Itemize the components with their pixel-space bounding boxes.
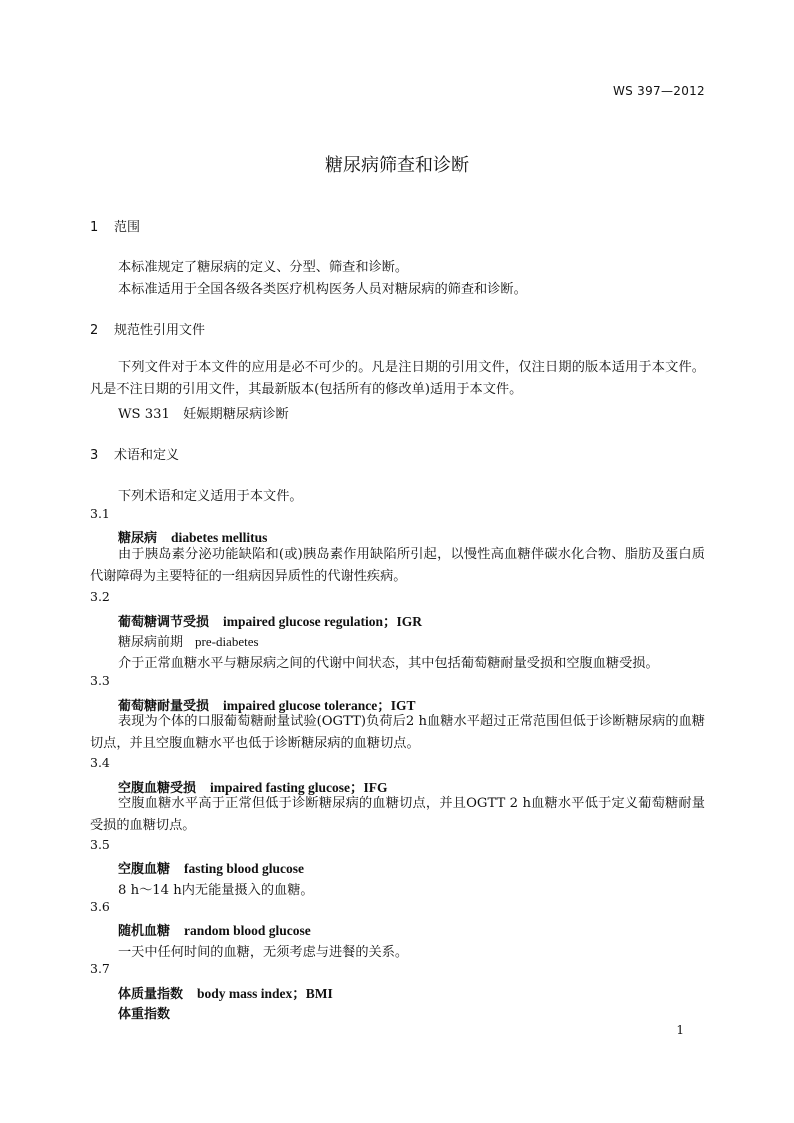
term-number: 3.2 [90,589,110,604]
term-synonym [118,1003,170,1022]
term-english: impaired glucose regulation；IGR [223,614,423,629]
term-number: 3.1 [90,506,110,521]
term-definition: 表现为个体的口服葡萄糖耐量试验(OGTT)负荷后2 h血糖水平超过正常范围但低于诊断糖尿病的血糖切点，并且空腹血糖水平也低于诊断糖尿病的血糖切点。 [90,714,705,751]
term-chinese: 空腹血糖受损 [118,781,197,796]
synonym-chinese: 体重指数 [118,1007,171,1022]
scope-paragraph: 本标准规定了糖尿病的定义、分型、筛查和诊断。 [118,260,409,275]
term-chinese: 空腹血糖 [118,862,171,877]
standard-code: WS 397—2012 [612,84,705,98]
section-heading-normative-references [90,319,205,338]
term-english: impaired fasting glucose；IFG [210,780,388,795]
page-number: 1 [676,1023,684,1037]
term-number: 3.5 [90,837,110,852]
section-heading-terms [90,444,179,463]
term-english: diabetes mellitus [171,530,268,545]
section-number: 1 [90,220,99,235]
section-title: 规范性引用文件 [114,323,206,338]
section-title: 范围 [114,220,141,235]
section-number: 3 [90,448,99,463]
term-definition: 空腹血糖水平高于正常但低于诊断糖尿病的血糖切点，并且OGTT 2 h血糖水平低于定义葡萄糖耐量受损的血糖切点。 [90,796,705,833]
term-definition: 一天中任何时间的血糖，无须考虑与进餐的关系。 [118,945,409,960]
term-english: random blood glucose [184,923,311,938]
section-title: 术语和定义 [114,448,180,463]
synonym-chinese: 糖尿病前期 [118,635,184,650]
section-number: 2 [90,323,99,338]
term-heading [118,982,333,1002]
synonym-english: pre-diabetes [195,634,259,649]
term-chinese: 葡萄糖调节受损 [118,615,210,630]
term-chinese: 随机血糖 [118,924,171,939]
term-synonym [118,631,259,650]
reference-item: WS 331 妊娠期糖尿病诊断 [118,407,289,422]
term-number: 3.6 [90,899,110,914]
term-chinese: 体质量指数 [118,987,184,1002]
term-heading [118,858,304,877]
term-heading [118,920,311,939]
terms-intro: 下列术语和定义适用于本文件。 [118,489,303,504]
term-english: impaired glucose tolerance；IGT [223,698,416,713]
page-title: 糖尿病筛查和诊断 [325,155,469,176]
term-heading [118,610,422,630]
term-definition: 8 h～14 h内无能量摄入的血糖。 [118,883,314,898]
term-number: 3.7 [90,961,110,976]
term-chinese: 糖尿病 [118,531,158,546]
term-number: 3.4 [90,755,110,770]
scope-paragraph: 本标准适用于全国各级各类医疗机构医务人员对糖尿病的筛查和诊断。 [118,282,527,297]
term-number: 3.3 [90,673,110,688]
term-definition: 介于正常血糖水平与糖尿病之间的代谢中间状态，其中包括葡萄糖耐量受损和空腹血糖受损。 [118,656,659,671]
term-english: body mass index；BMI [197,986,333,1001]
references-paragraph: 下列文件对于本文件的应用是必不可少的。凡是注日期的引用文件，仅注日期的版本适用于本文件。凡是不注日期的引用文件，其最新版本(包括所有的修改单)适用于本文件。 [90,360,705,397]
term-chinese: 葡萄糖耐量受损 [118,699,210,714]
term-english: fasting blood glucose [184,861,305,876]
section-heading-scope [90,216,140,235]
term-definition: 由于胰岛素分泌功能缺陷和(或)胰岛素作用缺陷所引起，以慢性高血糖伴碳水化合物、脂肪及蛋白质代谢障碍为主要特征的一组病因异质性的代谢性疾病。 [90,547,705,584]
